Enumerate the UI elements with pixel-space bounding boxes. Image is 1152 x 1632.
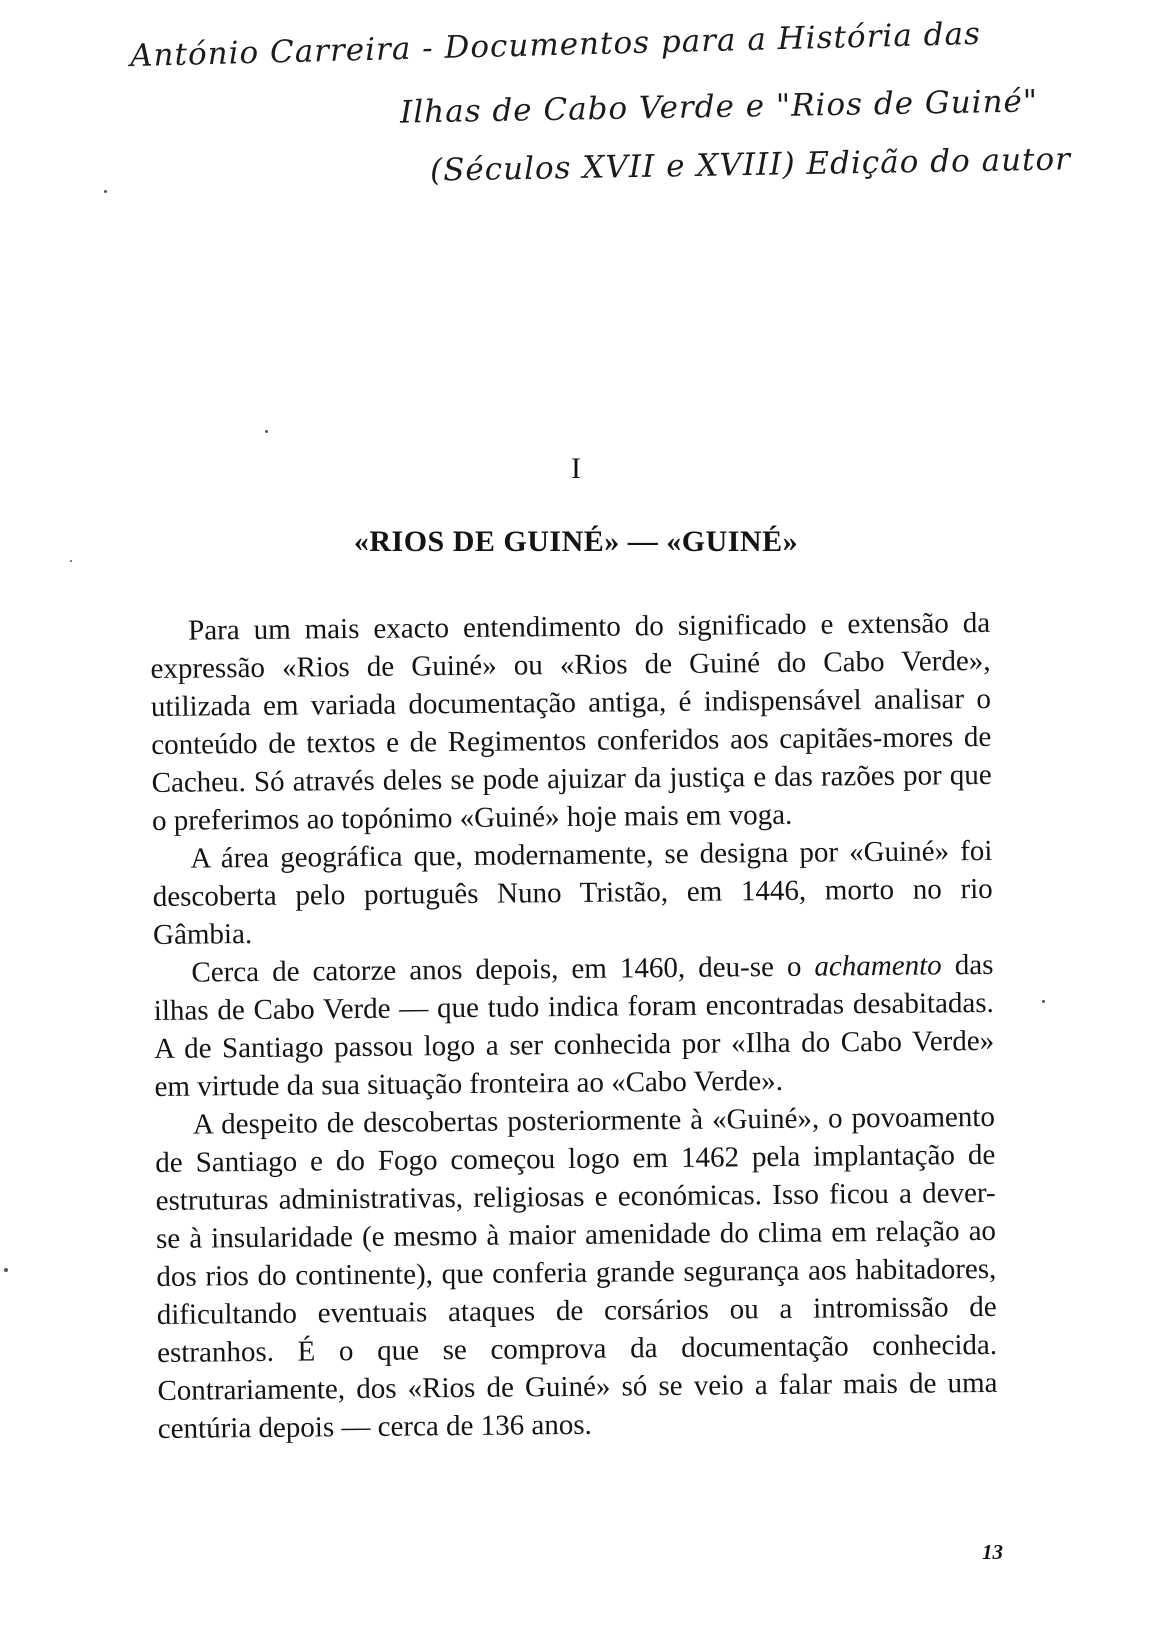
paragraph-3	[153, 946, 994, 1106]
paragraph-1: Para um mais exacto entendimento do significado e extensão da expressão «Rios de Guiné» ou «Rios de Guiné do Cabo Verde», utilizada em variada documentação antiga, é indispensável analisar o conteúdo de textos e de Regimentos conferidos aos capitães-mores de Cacheu. Só através deles se pode ajuizar da justiça e das razões por que o preferimos ao topónimo «Guiné» hoje mais em voga.	[150, 606, 992, 837]
scan-speck	[1042, 1000, 1045, 1003]
scan-speck	[4, 1268, 8, 1272]
page-number: 13	[982, 1540, 1003, 1564]
scan-speck	[70, 560, 72, 562]
paragraph-2: A área geográfica que, modernamente, se designa por «Guiné» foi descoberta pelo português Nuno Tristão, em 1446, morto no rio Gâmbia.	[152, 834, 993, 951]
scan-speck	[265, 430, 268, 433]
handwritten-note-line-1: António Carreira - Documentos para a História das	[129, 15, 982, 75]
scan-speck	[104, 190, 107, 193]
chapter-number: I	[571, 452, 581, 485]
body-text	[150, 604, 998, 1448]
chapter-title: «RIOS DE GUINÉ» — «GUINÉ»	[353, 525, 799, 558]
paragraph-3-text-end: das ilhas de Cabo Verde — que tudo indica foram encontradas desabitadas. A de Santiago passou logo a ser conhecida por «Ilha do Cabo Verde» em virtude da sua situação fronteira ao «Cabo Verde».	[153, 948, 995, 1103]
paragraph-3-text-start: Cerca de catorze anos depois, em 1460, deu-se o	[191, 950, 815, 989]
handwritten-note-line-2: Ilhas de Cabo Verde e "Rios de Guiné"	[399, 83, 1039, 131]
paragraph-4: A despeito de descobertas posteriormente à «Guiné», o povoamento de Santiago e do Fogo começou logo em 1462 pela implantação de estruturas administrativas, religiosas e económicas. Isso ficou a dever-se à insularidade (e mesmo à maior amenidade do clima em relação ao dos rios do continente), que conferia grande segurança aos habitadores, dificultando eventuais ataques de corsários ou a intromissão de estranhos. É o que se comprova da documentação conhecida. Contrariamente, dos «Rios de Guiné» só se veio a falar mais de uma centúria depois — cerca de 136 anos.	[155, 1100, 998, 1445]
paragraph-3-emphasis: achamento	[814, 949, 942, 983]
handwritten-note-line-3: (Séculos XVII e XVIII) Edição do autor	[429, 141, 1072, 189]
